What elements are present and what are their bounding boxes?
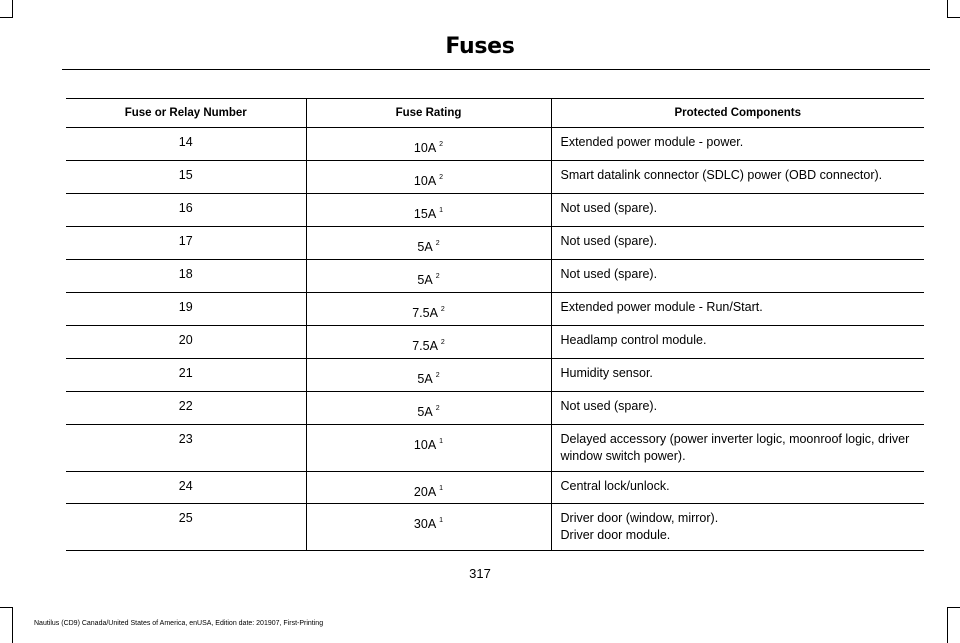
fuse-number-cell: 19	[66, 293, 306, 326]
protected-components-cell: Humidity sensor.	[551, 359, 924, 392]
fuse-number-cell: 22	[66, 392, 306, 425]
footnote-marker: 2	[439, 141, 444, 148]
fuse-rating-value: 30A	[413, 517, 437, 531]
fuse-rating-cell	[306, 194, 551, 227]
table-header-row	[66, 99, 924, 128]
footnote-marker: 2	[435, 273, 440, 280]
protected-components-cell: Smart datalink connector (SDLC) power (OBD connector).	[551, 161, 924, 194]
fuse-number-cell: 14	[66, 128, 306, 161]
page-title: Fuses	[445, 34, 515, 59]
footnote-marker: 1	[439, 517, 444, 524]
column-header-protected-components: Protected Components	[551, 99, 924, 128]
crop-mark-top-left-vertical	[12, 0, 13, 18]
fuse-rating-cell	[306, 326, 551, 359]
table-row	[66, 260, 924, 293]
crop-mark-top-left-horizontal	[0, 17, 13, 18]
footnote-marker: 2	[440, 339, 445, 346]
fuse-number-cell: 25	[66, 504, 306, 551]
crop-mark-bottom-left-horizontal	[0, 607, 13, 608]
fuse-rating-cell	[306, 472, 551, 504]
fuse-rating-cell	[306, 425, 551, 472]
title-rule	[62, 69, 930, 70]
table-row	[66, 359, 924, 392]
protected-components-cell: Not used (spare).	[551, 392, 924, 425]
crop-mark-bottom-right-horizontal	[947, 607, 960, 608]
fuse-rating-value: 5A	[417, 273, 433, 287]
column-header-fuse-rating: Fuse Rating	[306, 99, 551, 128]
footnote-marker: 2	[439, 174, 444, 181]
footnote-marker: 1	[439, 207, 444, 214]
fuse-rating-value: 15A	[413, 207, 437, 221]
footnote-marker: 2	[440, 306, 445, 313]
fuse-rating-value: 5A	[417, 372, 433, 386]
protected-components-cell: Extended power module - power.	[551, 128, 924, 161]
footnote-marker: 2	[435, 240, 440, 247]
protected-components-cell: Not used (spare).	[551, 227, 924, 260]
fuse-number-cell: 20	[66, 326, 306, 359]
fuse-rating-value: 10A	[413, 174, 437, 188]
table-row	[66, 293, 924, 326]
fuse-number-cell: 21	[66, 359, 306, 392]
page-number: 317	[469, 566, 491, 581]
table-row	[66, 227, 924, 260]
protected-components-cell: Extended power module - Run/Start.	[551, 293, 924, 326]
footnote-marker: 1	[439, 438, 444, 445]
footnote-marker: 1	[439, 485, 444, 492]
fuse-rating-cell	[306, 161, 551, 194]
protected-components-cell: Headlamp control module.	[551, 326, 924, 359]
protected-components-cell: Driver door (window, mirror). Driver door module.	[551, 504, 924, 551]
table-row	[66, 504, 924, 551]
table-row	[66, 161, 924, 194]
protected-components-cell: Central lock/unlock.	[551, 472, 924, 504]
fuse-rating-value: 10A	[413, 141, 437, 155]
fuse-rating-value: 7.5A	[412, 306, 438, 320]
fuse-rating-value: 5A	[417, 405, 433, 419]
fuse-rating-cell	[306, 504, 551, 551]
fuse-rating-value: 20A	[413, 485, 437, 499]
protected-components-cell: Delayed accessory (power inverter logic, moonroof logic, driver window switch power).	[551, 425, 924, 472]
crop-mark-top-right-horizontal	[947, 17, 960, 18]
fuse-rating-value: 5A	[417, 240, 433, 254]
fuse-rating-cell	[306, 359, 551, 392]
fuse-number-cell: 24	[66, 472, 306, 504]
fuse-table	[66, 98, 924, 551]
fuse-rating-cell	[306, 260, 551, 293]
protected-components-cell: Not used (spare).	[551, 260, 924, 293]
column-header-fuse-number: Fuse or Relay Number	[66, 99, 306, 128]
fuse-rating-cell	[306, 293, 551, 326]
table-row	[66, 392, 924, 425]
table-row	[66, 472, 924, 504]
fuse-rating-cell	[306, 227, 551, 260]
crop-mark-bottom-right-vertical	[947, 607, 948, 643]
fuse-number-cell: 23	[66, 425, 306, 472]
footnote-marker: 2	[435, 405, 440, 412]
protected-components-cell: Not used (spare).	[551, 194, 924, 227]
fuse-table-body	[66, 128, 924, 551]
fuse-number-cell: 18	[66, 260, 306, 293]
fuse-number-cell: 15	[66, 161, 306, 194]
fuse-rating-value: 7.5A	[412, 339, 438, 353]
table-row	[66, 425, 924, 472]
fuse-number-cell: 17	[66, 227, 306, 260]
crop-mark-bottom-left-vertical	[12, 607, 13, 643]
fuse-number-cell: 16	[66, 194, 306, 227]
table-row	[66, 128, 924, 161]
footer-edition-text: Nautilus (CD9) Canada/United States of America, enUSA, Edition date: 201907, First-Printing	[34, 620, 324, 627]
fuse-rating-cell	[306, 128, 551, 161]
fuse-rating-value: 10A	[413, 438, 437, 452]
footnote-marker: 2	[435, 372, 440, 379]
fuse-rating-cell	[306, 392, 551, 425]
table-row	[66, 326, 924, 359]
table-row	[66, 194, 924, 227]
crop-mark-top-right-vertical	[947, 0, 948, 18]
